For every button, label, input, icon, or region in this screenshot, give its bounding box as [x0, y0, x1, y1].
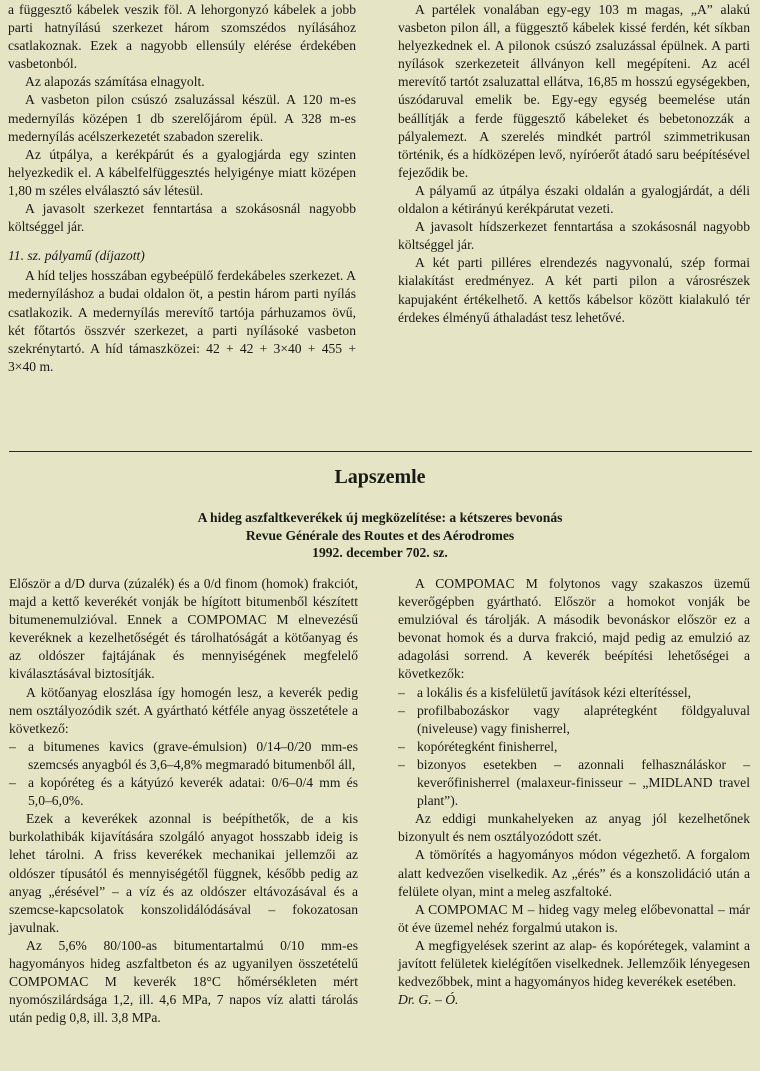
paragraph: Az eddigi munkahelyeken az anyag jól kezelhetőnek bizonyult és nem osztályozódott szét.: [398, 811, 750, 845]
paragraph: A kötőanyag eloszlása így homogén lesz, a keverék pedig nem osztályozódik szét. A gyártható kétféle anyag összetétele a következő:: [9, 684, 358, 736]
list-item-text: a bitumenes kavics (grave-émulsion) 0/14–0/20 mm-es szemcsés anyagból és 3,6–4,8% megmaradó bitumenből áll,: [28, 738, 358, 772]
paragraph: A vasbeton pilon csúszó zsaluzással készül. A 120 m-es medernyílás középen 1 db szerelőjárom épül. A 328 m-es medernyílás acélszerkezetét szabadon szerelik.: [8, 92, 356, 144]
list-item: [398, 702, 750, 738]
list-dash: –: [398, 756, 405, 772]
list-item: [398, 738, 750, 756]
paragraph: A partélek vonalában egy-egy 103 m magas, „A” alakú vasbeton pilon áll, a függesztő kábelek kissé ferdén, két síkban helyezkednek el. A pilonok csúszó zsaluzással épülnek. A parti nyílások szerkezeteit állványon kell megépíteni. Az acél merevítő tartót zsaluzattal ellátva, 16,85 m hosszú egységekben, úszódaruval emelik be. Egy-egy egység beemelése után beállítják a ferde függesztő kábeleket és bebetonozzák a pályalemezt. A szerelés mindkét partról szimmetrikusan történik, és a hídközépen levő, nyíróerőt átadó saru beépítésével fejeződik be.: [398, 2, 750, 180]
paragraph: A megfigyelések szerint az alap- és kopórétegek, valamint a javított felületek kielégítően viselkednek. Jellemzőik lényegesen kedvezőbbek, mint a hagyományos hideg keverékek esetében.: [398, 937, 750, 990]
top-left-column: [8, 1, 356, 376]
list-item-text: bizonyos esetekben – azonnali felhasználáskor – keverőfinisherrel (malaxeur-finisseur – „MIDLAND travel plant”).: [417, 756, 750, 809]
list-dash: –: [398, 738, 405, 754]
author-signature: Dr. G. – Ó.: [398, 992, 459, 1008]
paragraph: A COMPOMAC M folytonos vagy szakaszos üzemű keverőgépben gyártható. Először a homokot vonják be emulzióval és tárolják. A második bevonáskor először ez a bevonat homok és a durva frakció, majd pedig az emulzió az adagolási sorrend. A keverék beépítési lehetőségei a következők:: [398, 576, 750, 682]
paragraph: Először a d/D durva (zúzalék) és a 0/d finom (homok) frakciót, majd a kettő keverékét vonják be hígított bitumenből készített bitumenemulzióval. Ennek a COMPOMAC M elnevezésű keveréknek a kezelhetőségét és tárolhatóságát a kötőanyag és az oldószer fajtájának és mennyiségének megfelelő kiválasztásával biztosítják.: [9, 576, 358, 682]
paragraph: Ezek a keverékek azonnal is beépíthetők, de a kis burkolathibák kijavítására szolgáló anyagot hosszabb ideig is lehet tárolni. A friss keverékek mechanikai jellemzői az oldószer típusától és mennyiségétől függnek, később pedig az anyag „érésével” – a víz és az oldószer eltávozásával és a szemcse-kapcsolatok konszolidálódásával – fokozatosan javulnak.: [9, 811, 358, 935]
paragraph: A híd teljes hosszában egybeépülő ferdekábeles szerkezet. A medernyíláshoz a budai oldalon öt, a pestin három parti nyílás csatlakozik. A medernyílás merevítő tartója párhuzamos övű, két főtartós összvér szerkezet, a parti nyílásoké vasbeton szekrénytartó. A híd támaszközei: 42 + 42 + 3×40 + 455 + 3×40 m.: [8, 268, 356, 374]
paragraph: A javasolt szerkezet fenntartása a szokásosnál nagyobb költséggel jár.: [8, 201, 356, 235]
paragraph: A COMPOMAC M – hideg vagy meleg előbevonattal – már öt éve üzemel nehéz forgalmú utakon is.: [398, 901, 750, 935]
list-dash: –: [398, 702, 405, 718]
paragraph: A pályamű az útpálya északi oldalán a gyalogjárdát, a déli oldalon a kétirányú kerékpárutat vezeti.: [398, 182, 750, 217]
bottom-left-column: [9, 575, 358, 1027]
list-item-text: profilbabozáskor vagy alaprétegként földgyaluval (niveleuse) vagy finisherrel,: [417, 702, 750, 736]
list-item: [398, 756, 750, 810]
article-source: Revue Générale des Routes et des Aérodromes: [245, 527, 515, 543]
paragraph: Az útpálya, a kerékpárút és a gyalogjárda egy szinten helyezkedik el. A kábelfelfüggesztés helyigénye miatt középen 1,80 m széles elválasztó sáv létesül.: [8, 146, 356, 198]
list-item-text: kopórétegként finisherrel,: [417, 738, 558, 754]
paragraph: a függesztő kábelek veszik föl. A lehorgonyzó kábelek a jobb parti hatnyílású szerkezet három szomszédos nyílásához csatlakoznak. Ezek a nagyobb ellensúly elérése érdekében vasbetonból.: [8, 2, 356, 72]
paragraph: Az alapozás számítása elnagyolt.: [25, 74, 205, 90]
paragraph: A javasolt hídszerkezet fenntartása a szokásosnál nagyobb költséggel jár.: [398, 219, 750, 253]
list-dash: –: [9, 738, 16, 754]
section-divider: [9, 451, 752, 452]
list-item: [398, 684, 750, 702]
list-item: [9, 738, 358, 774]
article-header: [0, 509, 760, 562]
list-item-text: a lokális és a kisfelületű javítások kézi elterítéssel,: [417, 684, 692, 700]
list-dash: –: [9, 775, 16, 791]
paragraph: Az 5,6% 80/100-as bitumentartalmú 0/10 mm-es hagyományos hideg aszfaltbeton és az ugyanilyen összetételű COMPOMAC M keverék 18°C hőmérsékleten mért nyomószilárdsága 1,2, ill. 4,6 MPa, 7 napos víz alatti tárolás után pedig 0,8, ill. 3,8 MPa.: [9, 937, 358, 1026]
bottom-right-column: [398, 575, 750, 1009]
list-dash: –: [398, 684, 405, 700]
section-title: Lapszemle: [334, 466, 426, 488]
entry-subheading: 11. sz. pályamű (díjazott): [8, 248, 145, 264]
paragraph: A két parti pilléres elrendezés nagyvonalú, szép formai kialakítást eredményez. A két parti pilon a városrészek kapujaként értékelhető. A kettős kábelsor között kialakuló tér érdekes élményű áthaladást tesz lehetővé.: [398, 255, 750, 325]
list-item-text: a kopóréteg és a kátyúzó keverék adatai: 0/6–0/4 mm és 5,0–6,0%.: [28, 775, 358, 809]
article-title: A hideg aszfaltkeverékek új megközelítése: a kétszeres bevonás: [197, 510, 563, 525]
paragraph: A tömörítés a hagyományos módon végezhető. A forgalom alatt kedvezően viselkedik. Az „érés” és a konszolidáció után a felülete olyan, mint a meleg aszfaltoké.: [398, 847, 750, 899]
list-item: [9, 774, 358, 810]
top-right-column: [398, 1, 750, 327]
article-issue: 1992. december 702. sz.: [312, 545, 448, 560]
